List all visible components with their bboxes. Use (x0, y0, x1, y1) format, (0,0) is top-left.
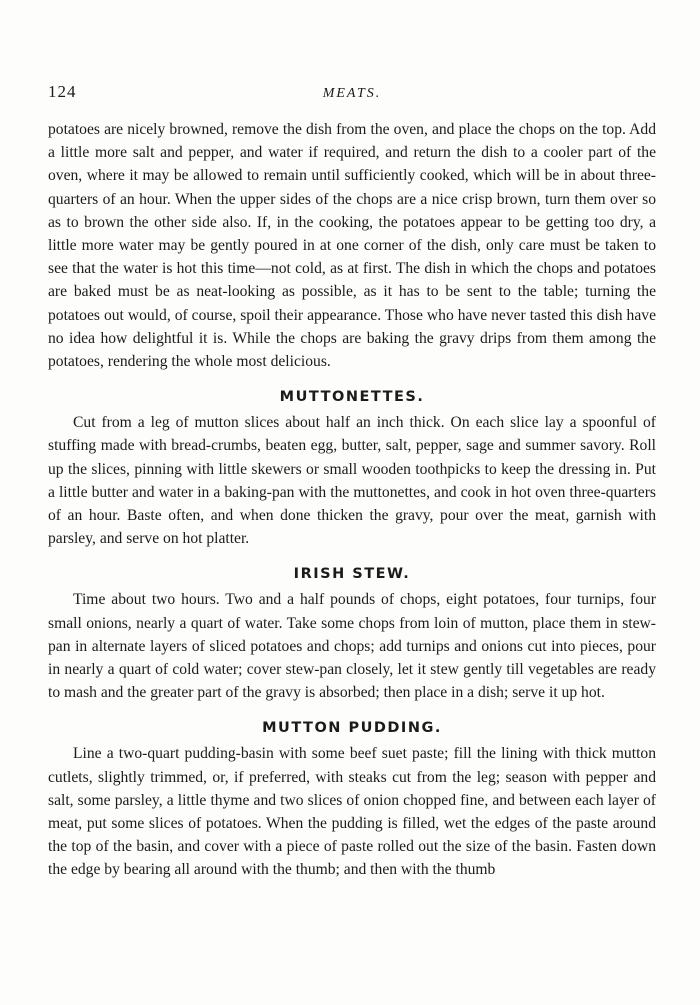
section-title-mutton-pudding: MUTTON PUDDING. (262, 720, 442, 737)
recipe-paragraph-mutton-pudding: Line a two-quart pudding-basin with some beef suet paste; fill the lining with thick mutton cutlets, slightly trimmed, or, if preferred, with steaks cut from the leg; season with pepper and salt, some parsley, a little thyme and two slices of onion chopped fine, and between each layer of meat, put some slices of potatoes. When the pudding is filled, wet the edges of the paste around the top of the basin, and cover with a piece of paste rolled out the size of the basin. Fasten down the edge by bearing all around with the thumb; and then with the thumb (48, 745, 656, 879)
section-title-muttonettes: MUTTONETTES. (279, 389, 425, 406)
running-title: MEATS. (322, 86, 382, 101)
continued-paragraph: potatoes are nicely browned, remove the dish from the oven, and place the chops on the top. Add a little more salt and pepper, and water if required, and return the dish to a cooler part of the oven, where it may be allowed to remain until sufficiently cooked, which will be in about three-quarters of an hour. When the upper sides of the chops are a nice crisp brown, turn them over so as to brown the other side also. If, in the cooking, the potatoes appear to be getting too dry, a little more water may be gently poured in at one corner of the dish, only care must be taken to see that the water is hot this time—not cold, as at first. The dish in which the chops and potatoes are baked must be as neat-looking as possible, as it has to be sent to the table; turning the potatoes out would, of course, spoil their appearance. Those who have never tasted this dish have no idea how delightful it is. While the chops are baking the gravy drips from them among the potatoes, rendering the whole most delicious. (48, 121, 656, 371)
section-title-irish-stew: IRISH STEW. (293, 566, 411, 583)
page-body (48, 118, 656, 882)
recipe-paragraph-irish-stew: Time about two hours. Two and a half pounds of chops, eight potatoes, four turnips, four small onions, nearly a quart of water. Take some chops from loin of mutton, place them in stew-pan in alternate layers of sliced potatoes and chops; add turnips and onions cut into pieces, pour in nearly a quart of cold water; cover stew-pan closely, let it stew gently till vegetables are ready to mash and the greater part of the gravy is absorbed; then place in a dish; serve it up hot. (48, 591, 656, 702)
page-header (48, 82, 656, 106)
recipe-paragraph-muttonettes: Cut from a leg of mutton slices about half an inch thick. On each slice lay a spoonful of stuffing made with bread-crumbs, beaten egg, butter, salt, pepper, sage and summer savory. Roll up the slices, pinning with little skewers or small wooden toothpicks to keep the dressing in. Put a little butter and water in a baking-pan with the muttonettes, and cook in hot oven three-quarters of an hour. Baste often, and when done thicken the gravy, pour over the meat, garnish with parsley, and serve on hot platter. (48, 414, 656, 548)
page-number: 124 (48, 82, 77, 101)
